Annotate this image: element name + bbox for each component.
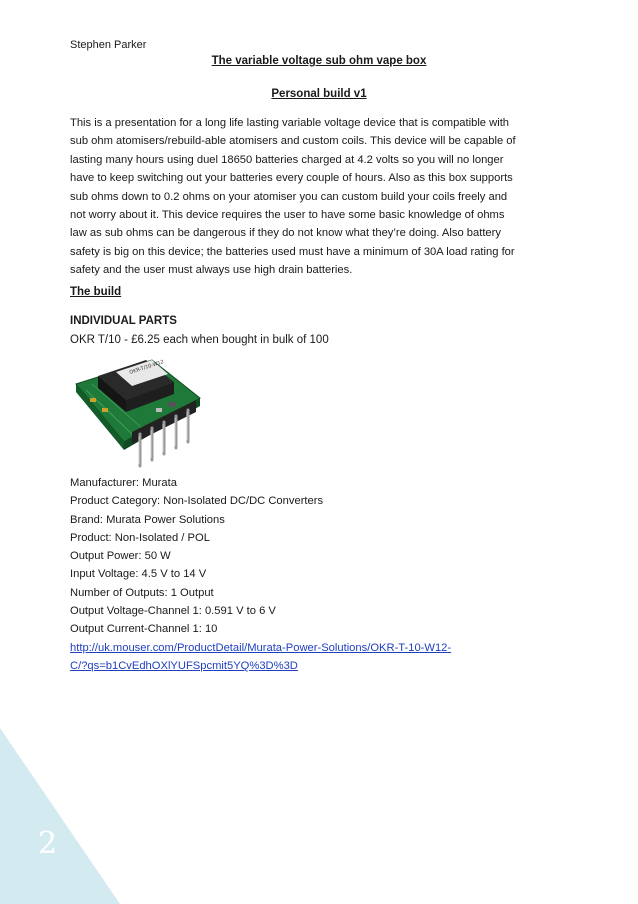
spec-list [70, 474, 570, 675]
product-link-line-1 [70, 639, 570, 657]
spec-item: Output Voltage-Channel 1: 0.591 V to 6 V [70, 605, 276, 618]
parts-heading: INDIVIDUAL PARTS [70, 315, 177, 327]
document-subtitle: Personal build v1 [271, 88, 367, 100]
intro-line: safety and the user must always use high drain batteries. [70, 264, 353, 277]
dc-converter-module-image [72, 354, 204, 472]
spec-item: Input Voltage: 4.5 V to 14 V [70, 568, 207, 581]
product-link[interactable]: http://uk.mouser.com/ProductDetail/Murata-Power-Solutions/OKR-T-10-W12- [70, 641, 452, 654]
spec-item: Brand: Murata Power Solutions [70, 513, 225, 526]
intro-line: sub ohms down to 0.2 ohms on your atomiser you can custom build your coils freely and [70, 190, 508, 203]
part-price-line: OKR T/10 - £6.25 each when bought in bulk of 100 [70, 334, 329, 346]
intro-line: sub ohm atomisers/rebuild-able atomisers and custom coils. This device will be capable of [70, 135, 516, 148]
page-number: 2 [38, 826, 58, 861]
product-link-line-2 [70, 657, 570, 675]
spec-item: Product Category: Non-Isolated DC/DC Converters [70, 495, 324, 508]
intro-paragraph [70, 114, 570, 280]
author-name: Stephen Parker [70, 39, 147, 51]
corner-decoration [0, 728, 120, 904]
section-heading-build: The build [70, 286, 122, 298]
document-title: The variable voltage sub ohm vape box [211, 55, 427, 67]
intro-line: safety is big on this device; the batteries used must have a minimum of 30A load rating for [70, 245, 515, 258]
intro-line: lasting many hours using duel 18650 batteries charged at 4.2 volts so you will no longer [70, 153, 504, 166]
intro-line: have to keep switching out your batteries every couple of hours. Also as this box supports [70, 172, 513, 185]
product-link-continued[interactable]: C/?qs=b1CvEdhOXlYUFSpcmit5YQ%3D%3D [70, 659, 298, 672]
spec-item: Number of Outputs: 1 Output [70, 586, 214, 599]
intro-line: This is a presentation for a long life lasting variable voltage device that is compatible with [70, 117, 510, 129]
intro-line: not worry about it. This device requires the user to have some basic knowledge of ohms [70, 208, 505, 221]
spec-item: Product: Non-Isolated / POL [70, 531, 210, 544]
intro-line: law as sub ohms can be dangerous if they do not know what they’re doing. Also battery [70, 227, 501, 240]
spec-item: Output Current-Channel 1: 10 [70, 623, 218, 636]
spec-item: Output Power: 50 W [70, 550, 171, 563]
chip-label-text: OKR-T/10-W12 [128, 359, 165, 376]
spec-item: Manufacturer: Murata [70, 477, 177, 489]
